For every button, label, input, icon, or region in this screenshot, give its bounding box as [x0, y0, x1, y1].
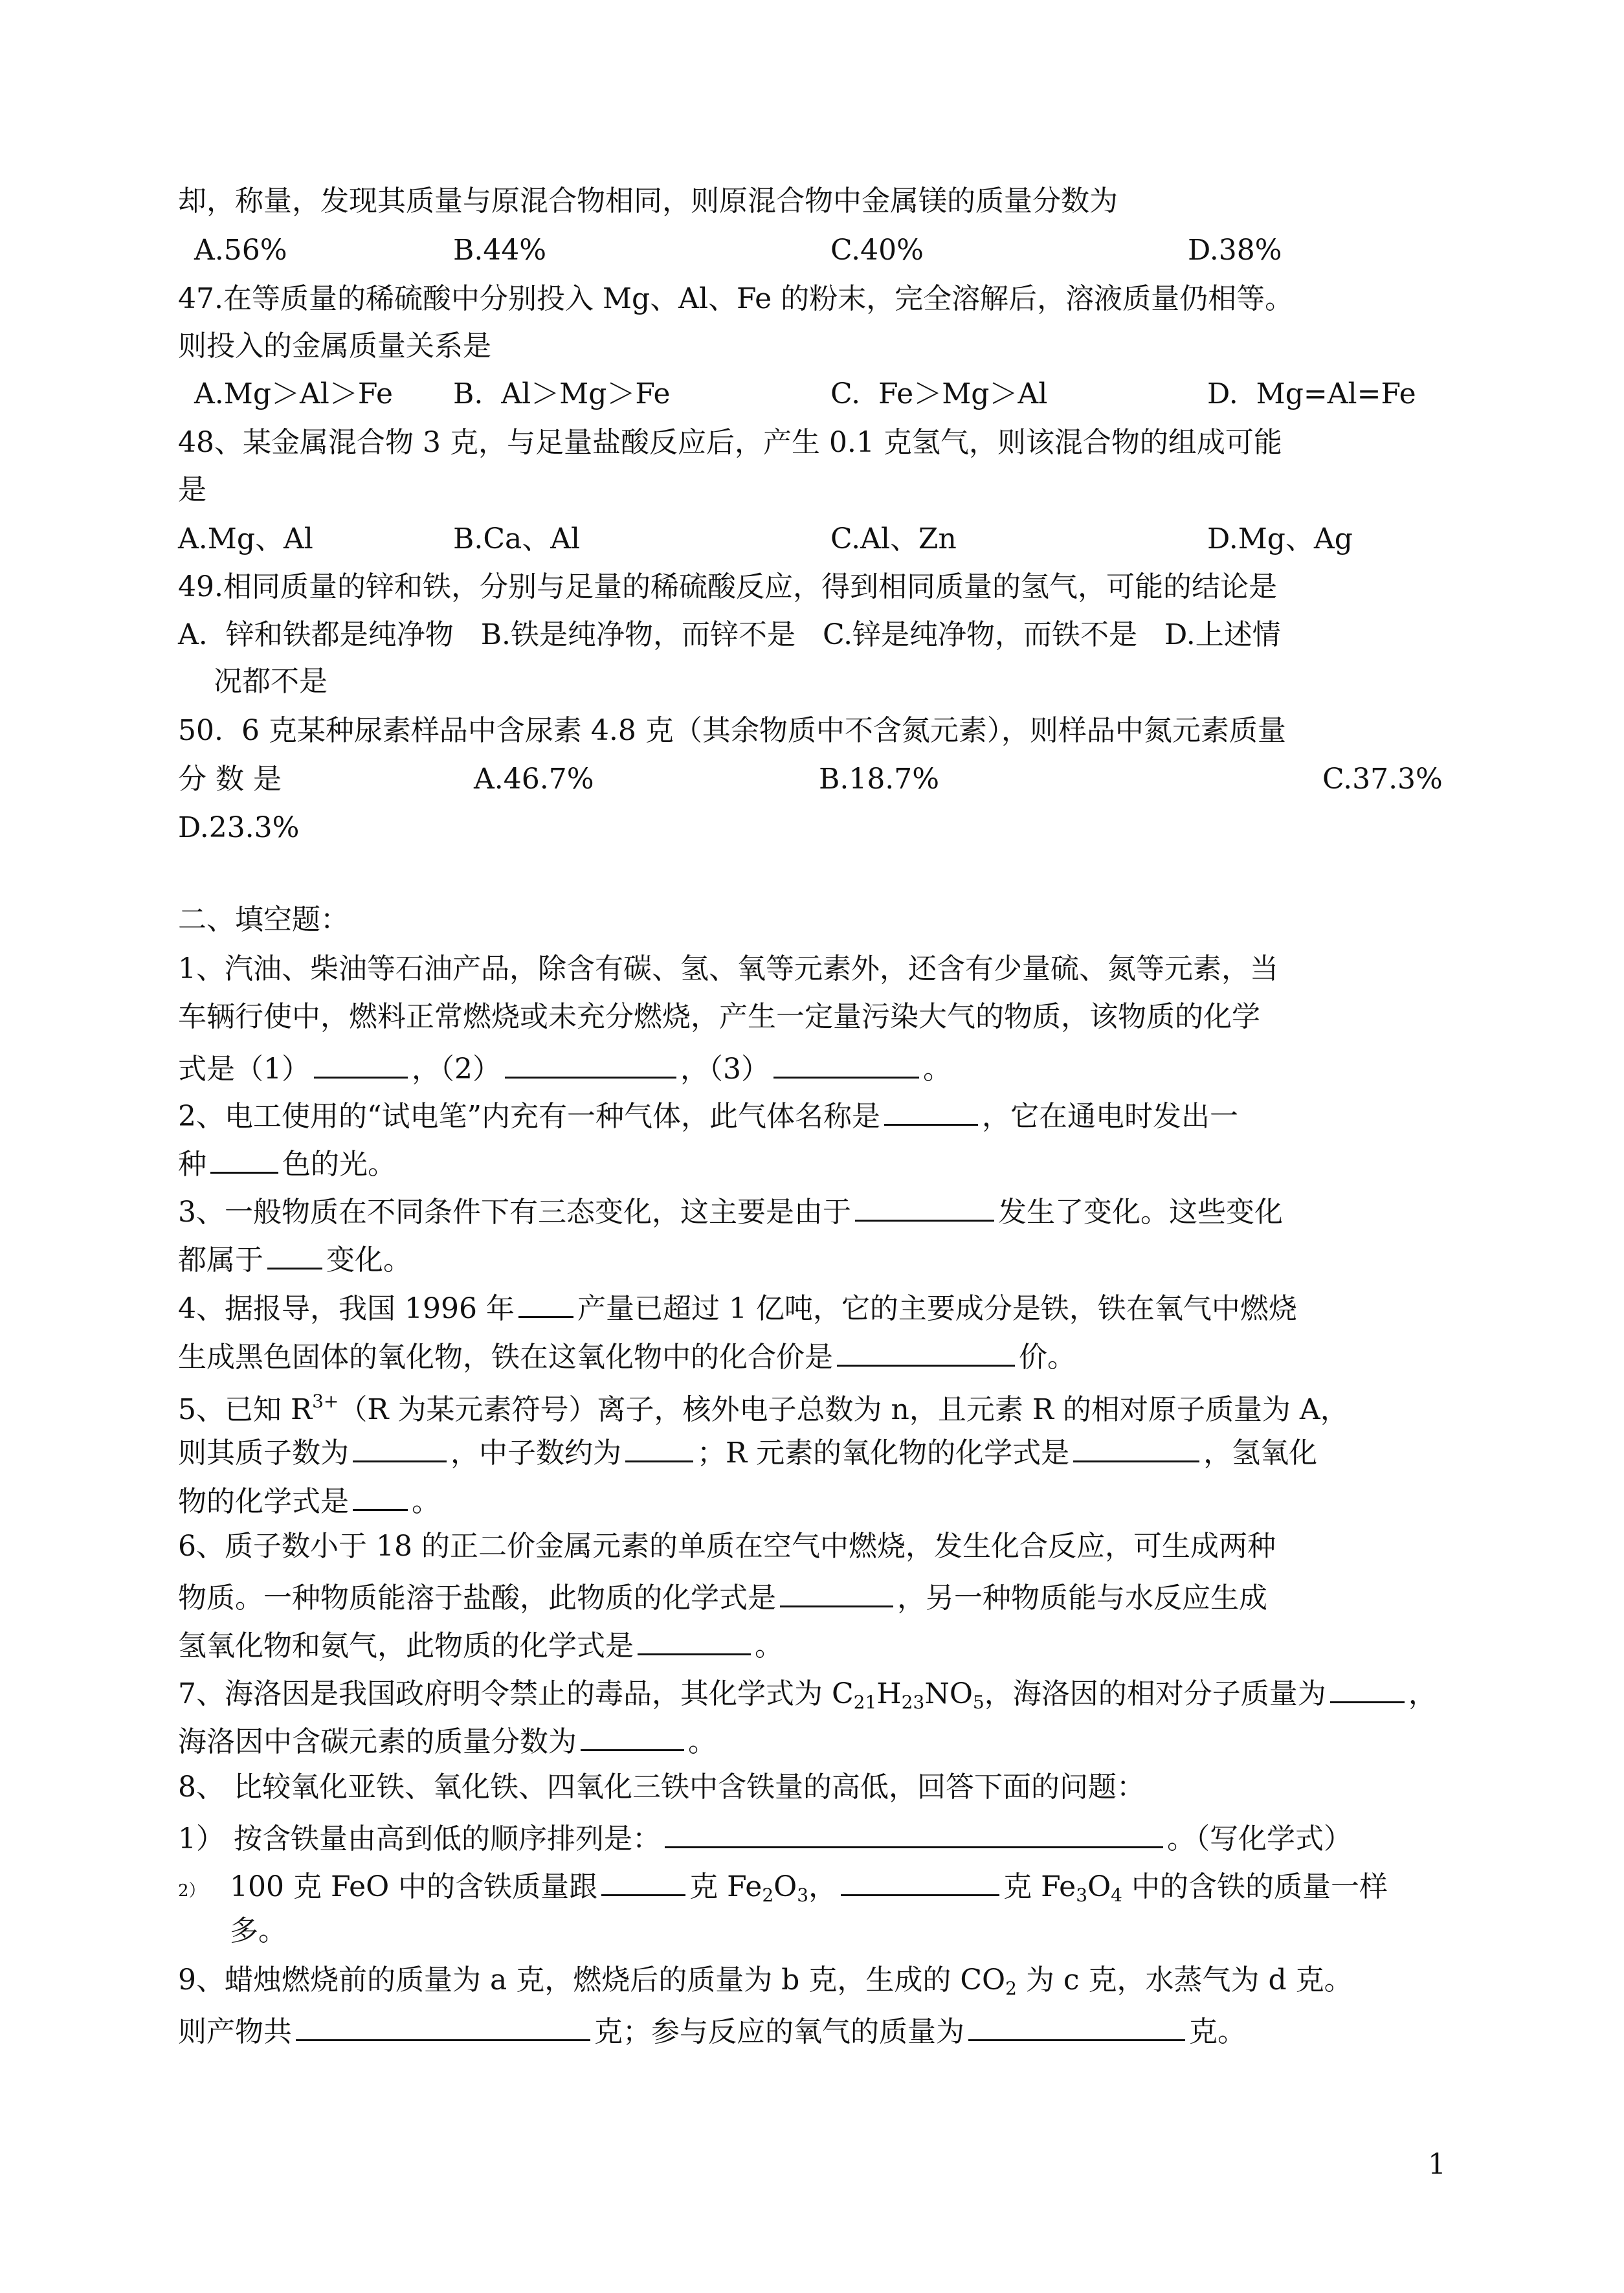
f2-line-1: 2、电工使用的“试电笔”内充有一种气体，此气体名称是 ，它在通电时发出一 — [178, 1094, 1449, 1135]
f5-line-1: 5、已知 $R^{3+}(R$ 为某元素符号）离子，核外电子总数为 n，且元素 R 的相对原子质量为 A， — [178, 1391, 1349, 1426]
answer-blank[interactable] — [314, 1047, 408, 1079]
q46-continuation: 却，称量，发现其质量与原混合物相同，则原混合物中金属镁的质量分数为 — [178, 185, 1118, 218]
answer-blank[interactable] — [353, 1431, 447, 1462]
q48-option-a: A.Mg、Al — [178, 522, 313, 555]
answer-blank[interactable] — [353, 1479, 408, 1511]
f8-line-2: 1） 按含铁量由高到低的顺序排列是： 。（写化学式） — [178, 1817, 1449, 1858]
q49-line-2: A. 锌和铁都是纯净物 B.铁是纯净物，而锌不是 C.锌是纯净物，而铁不是 D.上述情 — [178, 618, 1281, 651]
answer-blank[interactable] — [210, 1142, 278, 1174]
f9-line-2: 则产物共 克；参与反应的氧气的质量为 克。 — [178, 2009, 1449, 2051]
answer-blank[interactable] — [581, 1719, 684, 1751]
f3-line-1: 3、一般物质在不同条件下有三态变化，这主要是由于 发生了变化。这些变化 — [178, 1190, 1449, 1231]
q50-line-1: 50. 6 克某种尿素样品中含尿素 4.8 克（其余物质中不含氮元素），则样品中氮元素质量 — [178, 714, 1286, 747]
f4-line-2: 生成黑色固体的氧化物，铁在这氧化物中的化合价是 价。 — [178, 1335, 1449, 1376]
f8-line-3: 2） 100 克 FeO 中的含铁质量跟 克 $Fe_2O_3$， 克 $Fe_3O_4$ 中的含铁的质量一样 — [178, 1864, 1449, 1914]
f7-line-2: 海洛因中含碳元素的质量分数为 。 — [178, 1719, 1449, 1761]
answer-blank[interactable] — [267, 1238, 322, 1270]
f8-line-4: 多。 — [230, 1914, 287, 1947]
f6-line-3: 氢氧化物和氨气，此物质的化学式是 。 — [178, 1624, 1449, 1665]
f1-line-3: 式是（1） ，（2） ，（3） 。 — [178, 1047, 1449, 1088]
q48-line-2: 是 — [178, 473, 206, 506]
f2-line-2: 种 色的光。 — [178, 1142, 1449, 1183]
answer-blank[interactable] — [773, 1047, 919, 1079]
q46-option-a: A.56% — [194, 234, 287, 267]
answer-blank[interactable] — [601, 1864, 685, 1896]
answer-blank[interactable] — [855, 1190, 994, 1222]
q47-option-b: B. Al＞Mg＞Fe — [453, 377, 671, 410]
answer-blank[interactable] — [780, 1576, 893, 1607]
document-page: 却，称量，发现其质量与原混合物相同，则原混合物中金属镁的质量分数为 A.56% B.44% C.40% D.38% 47.在等质量的稀硫酸中分别投入 Mg、Al、Fe 的粉末，完全溶解后，溶液质量仍相等。 则投入的金属质量关系是 A.Mg＞Al＞Fe B. Al＞Mg＞Fe C. Fe＞Mg＞Al D. Mg=Al=Fe 48、某金属混合物 3 克，与足量盐酸反应后，产生 0.1 克氢气，则该混合物的组成可能 是 A.Mg、Al B.Ca、Al C.Al、Zn D.Mg、Ag 49.相同质量的锌和铁，分别与足量的稀硫酸反应，得到相同质量的氢气，可能的结论是 A. 锌和铁都是纯净物 B.铁是纯净物，而锌不是 C.锌是纯净物，而铁不是 D.上述情 况都不是 50. 6 克某种尿素样品中含尿素 4.8 克（其余物质中不含氮元素），则样品中氮元素质量 分 数 是 A.46.7% B.18.7% C.37.3% D.23.3% 二、填空题： 1、汽油、柴油等石油产品，除含有碳、氢、氧等元素外，还含有少量硫、氮等元素，当 车辆行使中，燃料正常燃烧或未充分燃烧，产生一定量污染大气的物质，该物质的化学 式是（1） ，（2） ，（3） 。 2、电工使用的“试电笔”内充有一种气体，此气体名称是 ，它在通电时发出一 种 色的光。 3、一般物质在不同条件下有三态变化，这主要是由于 发生了变化。这些变化 都属于 变化。 4、据报导，我国 1996 年 产量已超过 1 亿吨，它的主要成分是铁，铁在氧气中燃烧 生成黑色固体的氧化物，铁在这氧化物中的化合价是 价。 5、已知 $R^{3+}(R$ 为某元素符号）离子，核外电子总数为 n，且元素 R 的相对原子质量为 A， 则其质子数为 ，中子数约为 ；R 元素的氧化物的化学式是 ，氢氧化 物的化学式是 。 6、质子数小于 18 的正二价金属元素的单质在空气中燃烧，发生化合反应，可生成两种 物质。一种物质能溶于盐酸，此物质的化学式是 ，另一种物质能与水反应生成 氢氧化物和氨气，此物质的化学式是 。 7、海洛因是我国政府明令禁止的毒品，其化学式为 $C_{21}H_{23}NO_5$，海洛因的相对分子质量为 ， 海洛因中含碳元素的质量分数为 。 8、 比较氧化亚铁、氧化铁、四氧化三铁中含铁量的高低，回答下面的问题： 1） 按含铁量由高到低的顺序排列是： 。（写化学式） 2） 100 克 FeO 中的含铁质量跟 克 $Fe_2O_3$， 克 $Fe_3O_4$ 中的含铁的质量一样 多。 9、蜡烛燃烧前的质量为 a 克，燃烧后的质量为 b 克，生成的 $CO_2$ 为 c 克，水蒸气为 d 克。 则产物共 克；参与反应的氧气的质量为 克。 1 — [0, 0, 1624, 2293]
q48-option-c: C.Al、Zn — [830, 522, 957, 555]
answer-blank[interactable] — [841, 1864, 999, 1896]
q47-option-a: A.Mg＞Al＞Fe — [194, 377, 393, 410]
q50-option-d: D.23.3% — [178, 811, 300, 844]
answer-blank[interactable] — [625, 1431, 693, 1462]
q46-option-c: C.40% — [830, 234, 924, 267]
q48-option-d: D.Mg、Ag — [1207, 522, 1353, 555]
q46-option-b: B.44% — [453, 234, 547, 267]
answer-blank[interactable] — [505, 1047, 676, 1079]
q47-line-1: 47.在等质量的稀硫酸中分别投入 Mg、Al、Fe 的粉末，完全溶解后，溶液质量仍相等。 — [178, 282, 1294, 315]
f9-line-1: 9、蜡烛燃烧前的质量为 a 克，燃烧后的质量为 b 克，生成的 $CO_2$ 为 c 克，水蒸气为 d 克。 — [178, 1963, 1353, 1999]
section-heading: 二、填空题： — [178, 903, 349, 936]
q46-option-d: D.38% — [1188, 234, 1282, 267]
f4-line-1: 4、据报导，我国 1996 年 产量已超过 1 亿吨，它的主要成分是铁，铁在氧气中燃烧 — [178, 1286, 1449, 1328]
answer-blank[interactable] — [665, 1817, 1163, 1848]
f1-line-2: 车辆行使中，燃料正常燃烧或未充分燃烧，产生一定量污染大气的物质，该物质的化学 — [178, 1000, 1260, 1033]
q50-option-c: C.37.3% — [1322, 763, 1443, 796]
f8-line-1: 8、 比较氧化亚铁、氧化铁、四氧化三铁中含铁量的高低，回答下面的问题： — [178, 1771, 1145, 1804]
answer-blank[interactable] — [296, 2009, 590, 2041]
answer-blank[interactable] — [1073, 1431, 1199, 1462]
q48-line-1: 48、某金属混合物 3 克，与足量盐酸反应后，产生 0.1 克氢气，则该混合物的组成可能 — [178, 426, 1282, 459]
f5-line-3: 物的化学式是 。 — [178, 1479, 1449, 1521]
q47-option-d: D. Mg=Al=Fe — [1207, 377, 1416, 410]
q49-line-1: 49.相同质量的锌和铁，分别与足量的稀硫酸反应，得到相同质量的氢气，可能的结论是 — [178, 570, 1277, 603]
q50-option-a: A.46.7% — [474, 763, 594, 796]
q49-line-3: 况都不是 — [214, 665, 328, 698]
page-number: 1 — [1428, 2148, 1446, 2181]
f7-line-1: 7、海洛因是我国政府明令禁止的毒品，其化学式为 $C_{21}H_{23}NO_5$，海洛因的相对分子质量为 ， — [178, 1672, 1449, 1721]
answer-blank[interactable] — [1330, 1672, 1405, 1703]
answer-blank[interactable] — [638, 1624, 751, 1655]
answer-blank[interactable] — [518, 1286, 573, 1318]
answer-blank[interactable] — [968, 2009, 1185, 2041]
answer-blank[interactable] — [884, 1094, 978, 1126]
f1-line-1: 1、汽油、柴油等石油产品，除含有碳、氢、氧等元素外，还含有少量硫、氮等元素，当 — [178, 952, 1278, 985]
f6-line-1: 6、质子数小于 18 的正二价金属元素的单质在空气中燃烧，发生化合反应，可生成两种 — [178, 1530, 1276, 1563]
q50-option-b: B.18.7% — [819, 763, 940, 796]
q48-option-b: B.Ca、Al — [453, 522, 581, 555]
f5-line-2: 则其质子数为 ，中子数约为 ；R 元素的氧化物的化学式是 ，氢氧化 — [178, 1431, 1449, 1472]
q47-option-c: C. Fe＞Mg＞Al — [830, 377, 1048, 410]
answer-blank[interactable] — [837, 1335, 1015, 1367]
q47-line-2: 则投入的金属质量关系是 — [178, 330, 491, 363]
f6-line-2: 物质。一种物质能溶于盐酸，此物质的化学式是 ，另一种物质能与水反应生成 — [178, 1576, 1449, 1617]
f3-line-2: 都属于 变化。 — [178, 1238, 1449, 1279]
